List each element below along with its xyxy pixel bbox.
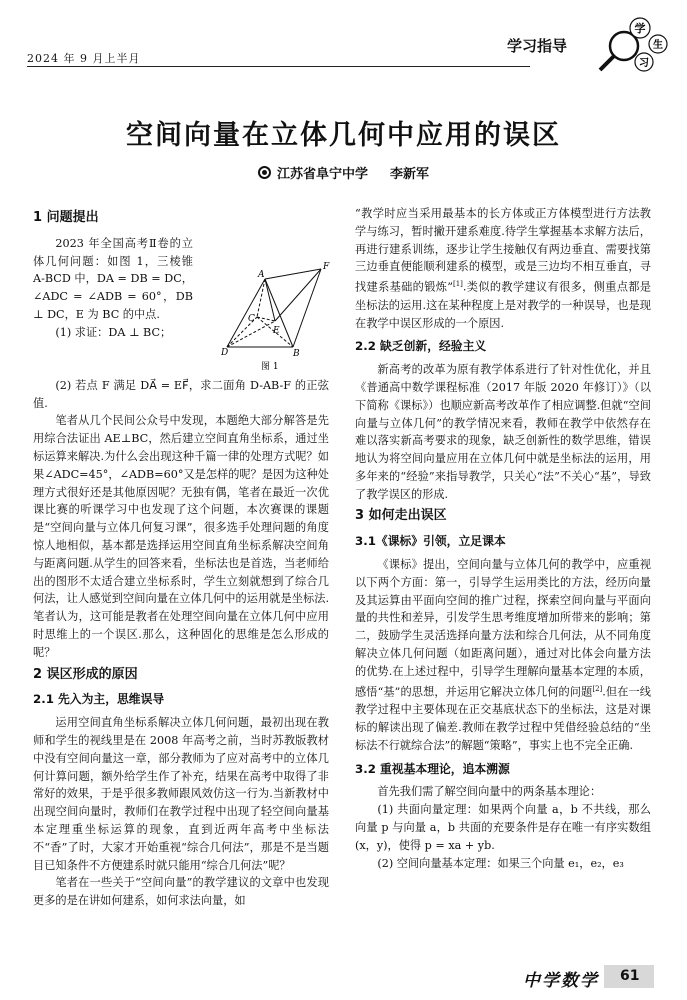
figure-1-diagram <box>221 257 331 375</box>
paragraph-7: (1) 共面向量定理：如果两个向量 a，b 不共线，那么向量 p 与向量 a，b 共面的充要条件是存在唯一有序实数组(x，y)，使得 p = xa + yb. <box>355 803 651 852</box>
label-f: F <box>323 261 330 272</box>
paragraph-8: (2) 空间向量基本定理：如果三个向量 e₁，e₂，e₃ <box>377 856 624 870</box>
citation-1: [1] <box>452 280 463 289</box>
author-name: 李新军 <box>390 167 430 182</box>
logo-char-2: 生 <box>653 40 663 51</box>
heading-1: 1 问题提出 <box>33 210 99 225</box>
quote-tail: .类似的教学建议有很多，侧重点都是坐标法的运用.这在某种程度上是对教学的一种误导，也是现在教学中误区形成的一个原因. <box>355 280 651 330</box>
right-column <box>355 205 651 872</box>
label-e: E <box>273 325 280 336</box>
problem-statement: 2023 年全国高考Ⅱ卷的立体几何问题：如图 1，三棱锥 A-BCD 中，DA = DB = DC，∠ADC = ∠ADB = 60°，DB ⊥ DC，E 为 BC 的中点. <box>33 236 193 321</box>
bullet-icon <box>258 166 271 179</box>
heading-3-1: 3.1《课标》引领，立足课本 <box>355 534 506 549</box>
paragraph-2: 运用空间直角坐标系解决立体几何问题，最初出现在教师和学生的视线里是在 2008 年高考之前，当时苏教版教材中没有空间向量这一章，部分教师为了应对高考中的立体几何计算问题，额外给学生作了补充，结果在高考中取得了非常好的效果，于是乎很多教师跟风效仿这一行为.当新教材中出现空间向量时，教师们在教学过程中出现了轻空间向量基本定理重坐标运算的现象，直到近两年高考中坐标法不“香”了时，大家才开始重视“综合几何法”，那是不是当题目已知条件不方便建系时就只能用“综合几何法”呢？ <box>33 716 329 872</box>
paragraph-5 <box>355 556 651 755</box>
citation-2: [2] <box>592 684 603 693</box>
header-rule <box>27 66 530 67</box>
label-c: C <box>248 313 255 324</box>
paragraph-6: 首先我们需了解空间向量中的两条基本理论： <box>377 785 602 799</box>
page-number: 61 <box>604 965 654 988</box>
problem-part-1: (1) 求证：DA ⊥ BC； <box>55 325 172 339</box>
left-column <box>33 205 329 910</box>
paragraph-quote <box>355 205 651 332</box>
heading-2: 2 误区形成的原因 <box>33 666 138 682</box>
article-title: 空间向量在立体几何中应用的误区 <box>126 120 561 151</box>
column-logo <box>592 12 670 76</box>
issue-date: 2024 年 9 月上半月 <box>27 52 141 65</box>
quote-text: “教学时应当采用最基本的长方体或正方体模型进行方法教学与练习，暂时撇开建系难度.待学生掌握基本求解方法后，再进行建系训练，逐步让学生接触仅有两边垂直、需要找第三边垂直便能顺利建系的模型，或是三边均不相互垂直，寻找建系基础的锻炼” <box>355 207 651 294</box>
heading-3-2: 3.2 重视基本理论，追本溯源 <box>355 761 510 776</box>
label-a: A <box>258 269 265 280</box>
journal-brand: 中学数学 <box>523 971 599 991</box>
heading-2-2: 2.2 缺乏创新，经验主义 <box>355 339 487 354</box>
author-line <box>0 163 687 182</box>
logo-char-1: 学 <box>634 22 646 35</box>
problem-part-2: (2) 若点 F 满足 DA⃗ = EF⃗，求二面角 D-AB-F 的正弦值. <box>33 378 329 410</box>
logo-char-3: 习 <box>639 58 649 69</box>
heading-3: 3 如何走出误区 <box>355 508 447 524</box>
heading-2-1: 2.1 先入为主，思维误导 <box>33 692 165 707</box>
paragraph-1: 笔者从几个民间公众号中发现，本题绝大部分解答是先用综合法证出 AE⊥BC，然后建立空间直角坐标系，通过坐标运算来解决.为什么会出现这种千篇一律的处理方式呢？如果∠ADC=45°，∠ADB=60°又是怎样的呢？是因为这种处理方式很好还是其他原因呢？无独有偶，笔者在最近一次优课比赛的听课学习中也发现了这个问题，本次赛课的课题是“空间向量与立体几何复习课”，很多选手处理问题的角度惊人地相似，基本都是选择运用空间直角坐标系解决空间角与距离问题.从学生的回答来看，坐标法也是首选，当老师给出的图形不太适合建立坐标系时，学生立刻就想到了综合几何法，让人感觉到空间向量在立体几何中的运用就是坐标法.笔者认为，这可能是教者在处理空间向量在立体几何中应用时思维上的一个误区.那么，这种固化的思维是怎么形成的呢？ <box>33 414 329 659</box>
author-school: 江苏省阜宁中学 <box>276 167 368 182</box>
paragraph-3: 笔者在一些关于“空间向量”的教学建议的文章中也发现更多的是在讲如何建系，如何求法向量，如 <box>33 876 329 908</box>
paragraph-5-tail: .但在一线教学过程中主要体现在正交基底状态下的坐标法，这是对课标的解读出现了偏差.教师在教学过程中凭借经验总结的“坐标法不行就综合法”的解题“策略”，事实上也不完全正确. <box>355 685 651 752</box>
section-title: 学习指导 <box>507 37 568 55</box>
label-b: B <box>293 348 300 359</box>
paragraph-4: 新高考的改革为原有教学体系进行了针对性优化，并且《普通高中数学课程标准（2017 年版 2020 年修订）》（以下简称《课标》）也顺应新高考改革作了相应调整.但就“空间向量与立体几何”的教学情况来看，教师在教学中依然存在难以落实新高考要求的现象，缺乏创新性的数学思维，错误地认为将空间向量应用在立体几何中就是坐标法的运用，用多年来的“经验”来指导教学，只关心“法”不关心“基”，导致了教学误区的形成. <box>355 363 651 501</box>
label-d: D <box>221 347 229 358</box>
problem-block <box>33 235 329 377</box>
paragraph-5-text: 《课标》提出，空间向量与立体几何的教学中，应重视以下两个方面：第一，引导学生运用类比的方法，经历向量及其运算由平面向空间的推广过程，探索空间向量与平面向量的共性和差异，引发学生思考维度增加所带来的影响；第二，鼓励学生灵活选择向量方法和综合几何法，从不同角度解决立体几何问题（如距离问题），通过对比体会向量方法的优势.在上述过程中，引导学生理解向量基本定理的本质，感悟“基”的思想，并运用它解决立体几何的问题 <box>355 558 651 699</box>
figure-caption: 图 1 <box>261 361 279 372</box>
